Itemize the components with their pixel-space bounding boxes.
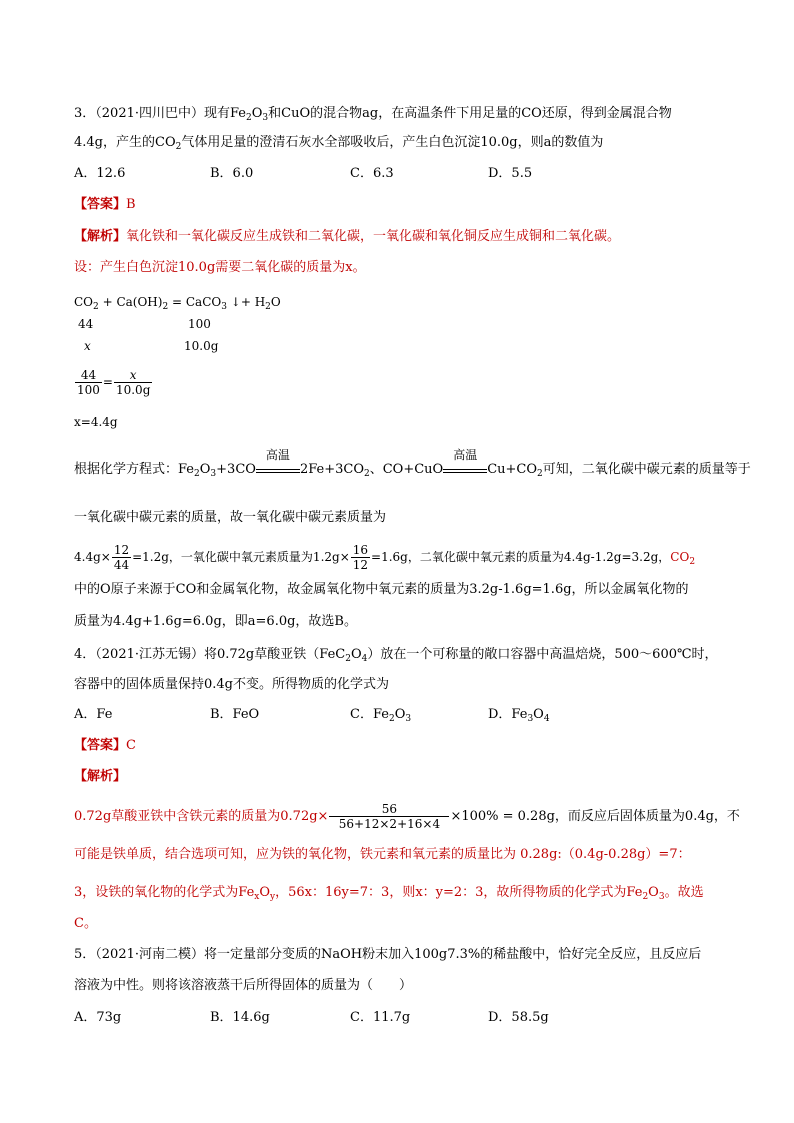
q3-frac-left: $\frac{44}{100}$ bbox=[77, 368, 100, 397]
q5-option-c: C．11.7g bbox=[350, 1010, 411, 1025]
q3-calc-line: 4.4g× $\frac{12}{44}$ =1.2g，一氧化碳中氧元素质量为1.2g× $\frac{16}{12}$ =1.6g，二氧化碳中氧元素的质量为4.4g-1.2g=3.2g，$CO_2$ bbox=[74, 543, 696, 572]
q5-option-a: A．73g bbox=[74, 1010, 122, 1025]
q3-line-next: 一氧化碳中碳元素的质量，故一氧化碳中碳元素质量为 bbox=[74, 510, 387, 525]
q4-stem-line2: 容器中的固体质量保持0.4g不变。所得物质的化学式为 bbox=[74, 677, 389, 692]
q3-mass-x: x bbox=[84, 339, 91, 353]
q4-analysis-4: C。 bbox=[74, 916, 97, 931]
q3-reaction-line: 根据化学方程式：$Fe_2O_3+3CO$ 高温 $2Fe+3CO_2$、CO+CuO 高温 $Cu+CO_2$可知，二氧化碳中碳元素的质量等于 bbox=[74, 448, 751, 479]
q4-analysis-label: 【解析】 bbox=[74, 769, 127, 784]
q3-condition-1: 高温 bbox=[256, 461, 300, 473]
q3-o-line-a: 中的O原子来源于CO和金属氧化物，故金属氧化物中氧元素的质量为3.2g-1.6g=1.6g，所以金属氧化物的 bbox=[74, 582, 689, 597]
q4-analysis-3: 3，设铁的氧化物的化学式为$Fe_xO_y$，56x：16y=7：3，则x：y=2：3，故所得物质的化学式为$Fe_2O_3$。故选 bbox=[74, 885, 704, 902]
q4-analysis-2: 可能是铁单质，结合选项可知，应为铁的氧化物，铁元素和氧元素的质量比为 0.28g:（0.4g-0.28g）=7： bbox=[74, 847, 691, 862]
q4-options bbox=[74, 705, 550, 725]
q3-x-result: x=4.4g bbox=[74, 415, 118, 429]
q3-stem-line2: 4.4g，产生的$CO_2$气体用足量的澄清石灰水全部吸收后，产生白色沉淀10.0g，则a的数值为 bbox=[74, 135, 604, 152]
q5-stem-line1: 5．（2021·河南二模）将一定量部分变质的NaOH粉末加入100g7.3%的稀盐酸中，恰好完全反应，且反应后 bbox=[74, 947, 702, 962]
q3-o-line-b: 质量为4.4g+1.6g=6.0g，即a=6.0g，故选B。 bbox=[74, 614, 357, 629]
q4-option-a: A．Fe bbox=[74, 707, 113, 722]
q3-proportion: $\frac{44}{100}$ = $\frac{x}{10.0g}$ bbox=[77, 368, 151, 397]
q3-analysis-2: 设：产生白色沉淀10.0g需要二氧化碳的质量为x。 bbox=[74, 260, 366, 275]
q3-option-a: A．12.6 bbox=[74, 166, 126, 181]
q3-analysis-1: 【解析】氧化铁和一氧化碳反应生成铁和二氧化碳，一氧化碳和氧化铜反应生成铜和二氧化碳。 bbox=[74, 229, 621, 244]
q5-stem-line2: 溶液为中性。则将该溶液蒸干后所得固体的质量为（ ） bbox=[74, 978, 413, 993]
q3-option-c: C．6.3 bbox=[350, 166, 394, 181]
q5-option-d: D．58.5g bbox=[488, 1010, 549, 1025]
q4-frac-iron: $\frac{56}{56+12\times 2+16\times 4}$ bbox=[329, 802, 449, 831]
q4-stem-line1: 4．（2021·江苏无锡）将0.72g草酸亚铁$(FeC_2O_4)$放在一个可称量的敞口容器中高温焙烧，500～600℃时， bbox=[74, 647, 718, 664]
q4-option-c: C．$Fe_2O_3$ bbox=[350, 707, 412, 724]
q3-frac-12-44: $\frac{12}{44}$ bbox=[113, 543, 130, 572]
q3-stem-line1: 3．（2021·四川巴中）现有$Fe_2O_3$和CuO的混合物ag，在高温条件下用足量的CO还原，得到金属混合物 bbox=[74, 106, 672, 123]
q3-frac-16-12: $\frac{16}{12}$ bbox=[352, 543, 369, 572]
q3-option-b: B．6.0 bbox=[210, 166, 254, 181]
q3-mass-44: 44 bbox=[78, 317, 94, 331]
q3-mass-100: 100 bbox=[188, 317, 211, 331]
q3-condition-2: 高温 bbox=[443, 461, 487, 473]
q3-frac-right: $\frac{x}{10.0g}$ bbox=[115, 368, 151, 397]
q3-option-d: D．5.5 bbox=[488, 166, 533, 181]
q4-analysis-1: 0.72g草酸亚铁中含铁元素的质量为0.72g× $\frac{56}{56+12\times 2+16\times 4}$ ×100% = 0.28g，而反应后固体质量为0.4g，不 bbox=[74, 802, 740, 831]
q3-answer: 【答案】B bbox=[74, 197, 136, 212]
q4-answer: 【答案】C bbox=[74, 738, 136, 753]
q4-option-b: B．FeO bbox=[210, 707, 260, 722]
q3-mass-10g: 10.0g bbox=[184, 339, 219, 353]
q4-option-d: D．$Fe_3O_4$ bbox=[488, 707, 550, 724]
q5-options bbox=[74, 1008, 549, 1028]
q3-equation: $CO_2 + Ca(OH)_2$ = CaCO$_3$ ↓+ $H_2O$ bbox=[74, 295, 281, 312]
q5-option-b: B．14.6g bbox=[210, 1010, 270, 1025]
q3-options bbox=[74, 164, 532, 184]
